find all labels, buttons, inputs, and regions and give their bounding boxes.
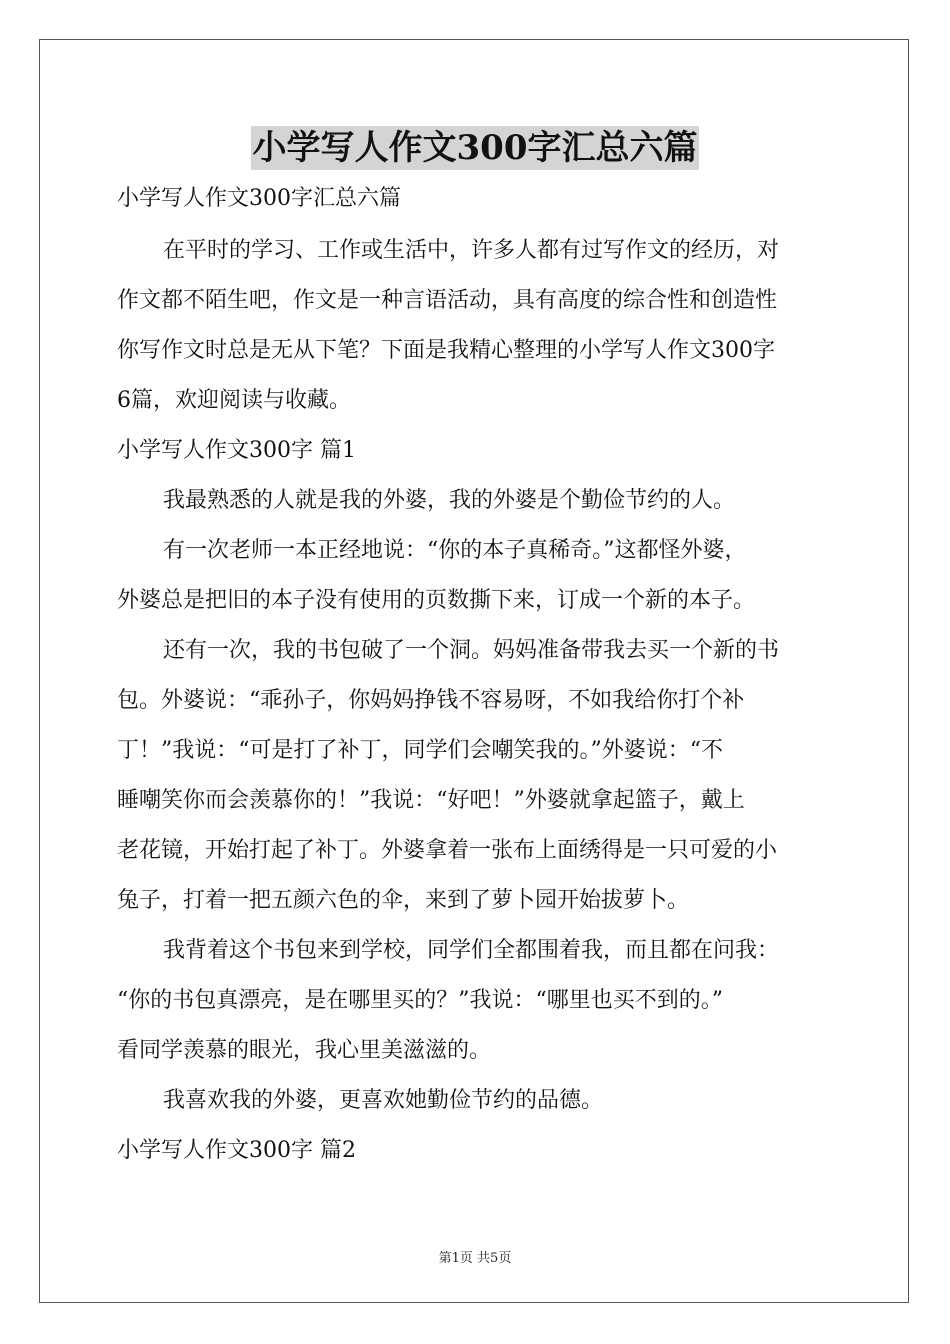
paragraph-line: “你的书包真漂亮，是在哪里买的？”我说：“哪里也买不到的。” — [117, 988, 723, 1013]
document-title: 小学写人作文300字汇总六篇 — [252, 128, 698, 168]
section-heading-2: 小学写人作文300字 篇2 — [117, 1138, 356, 1163]
paragraph-line: 兔子，打着一把五颜六色的伞，来到了萝卜园开始拔萝卜。 — [117, 888, 690, 913]
subtitle-line: 小学写人作文300字汇总六篇 — [117, 186, 401, 211]
paragraph-line: 看同学羡慕的眼光，我心里美滋滋的。 — [117, 1038, 492, 1063]
paragraph-line: 作文都不陌生吧，作文是一种言语活动，具有高度的综合性和创造性 — [117, 288, 778, 313]
paragraph-line: 6篇，欢迎阅读与收藏。 — [117, 388, 351, 413]
paragraph-line: 睡嘲笑你而会羡慕你的！”我说：“好吧！”外婆就拿起篮子，戴上 — [117, 788, 745, 813]
paragraph-line: 我背着这个书包来到学校，同学们全都围着我，而且都在问我： — [163, 938, 780, 963]
document-body — [117, 178, 837, 1174]
paragraph-line: 我最熟悉的人就是我的外婆，我的外婆是个勤俭节约的人。 — [163, 488, 736, 513]
paragraph-line: 你写作文时总是无从下笔？下面是我精心整理的小学写人作文300字 — [117, 338, 775, 363]
paragraph-line: 我喜欢我的外婆，更喜欢她勤俭节约的品德。 — [163, 1088, 604, 1113]
page-footer: 第1页 共5页 — [438, 1251, 512, 1266]
title-area — [0, 126, 950, 170]
paragraph-line: 老花镜，开始打起了补丁。外婆拿着一张布上面绣得是一只可爱的小 — [117, 838, 778, 863]
section-heading-1: 小学写人作文300字 篇1 — [117, 438, 356, 463]
paragraph-line: 在平时的学习、工作或生活中，许多人都有过写作文的经历，对 — [163, 238, 780, 263]
paragraph-line: 外婆总是把旧的本子没有使用的页数撕下来，订成一个新的本子。 — [117, 588, 756, 613]
paragraph-line: 还有一次，我的书包破了一个洞。妈妈准备带我去买一个新的书 — [163, 638, 780, 663]
paragraph-line: 丁！”我说：“可是打了补丁，同学们会嘲笑我的。”外婆说：“不 — [117, 738, 723, 763]
paragraph-line: 有一次老师一本正经地说：“你的本子真稀奇。”这都怪外婆， — [163, 538, 747, 563]
paragraph-line: 包。外婆说：“乖孙子，你妈妈挣钱不容易呀，不如我给你打个补 — [117, 688, 745, 713]
